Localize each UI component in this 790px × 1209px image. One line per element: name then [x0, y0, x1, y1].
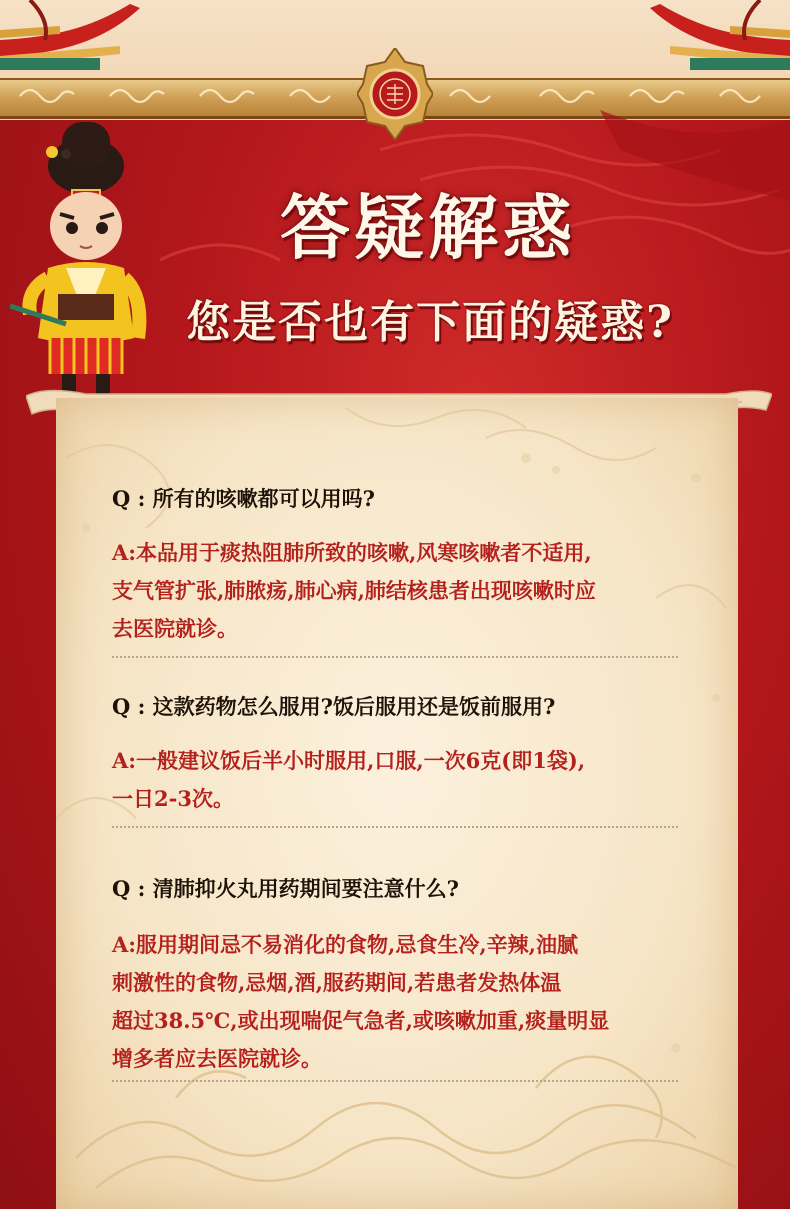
- faq-item: [112, 482, 692, 648]
- faq-answer: A:一般建议饭后半小时服用,口服,一次6克(即1袋), 一日2-3次。: [112, 748, 586, 811]
- faq-answer: A:服用期间忌不易消化的食物,忌食生冷,辛辣,油腻 刺激性的食物,忌烟,酒,服药期间,若患者发热体温 超过38.5℃,或出现喘促气急者,或咳嗽加重,痰量明显 增多者应去医院就诊。: [112, 932, 610, 1071]
- mascot-illustration: [10, 118, 160, 408]
- faq-answer: A:本品用于痰热阻肺所致的咳嗽,风寒咳嗽者不适用, 支气管扩张,肺脓疡,肺心病,肺结核患者出现咳嗽时应 去医院就诊。: [112, 540, 596, 641]
- dotted-divider: [112, 656, 678, 658]
- faq-question: Q : 这款药物怎么服用?饭后服用还是饭前服用?: [112, 694, 556, 719]
- dotted-divider: [112, 826, 678, 828]
- faq-question: Q : 清肺抑火丸用药期间要注意什么?: [112, 876, 459, 901]
- roof-eave-right-icon: [640, 0, 790, 70]
- dotted-divider: [112, 1080, 678, 1082]
- page-title: 答疑解惑: [280, 186, 576, 269]
- faq-item: [112, 690, 692, 818]
- page-subtitle: 您是否也有下面的疑惑?: [186, 297, 674, 348]
- roof-eave-left-icon: [0, 0, 150, 70]
- faq-item: [112, 872, 692, 1078]
- faq-question: Q : 所有的咳嗽都可以用吗?: [112, 486, 375, 511]
